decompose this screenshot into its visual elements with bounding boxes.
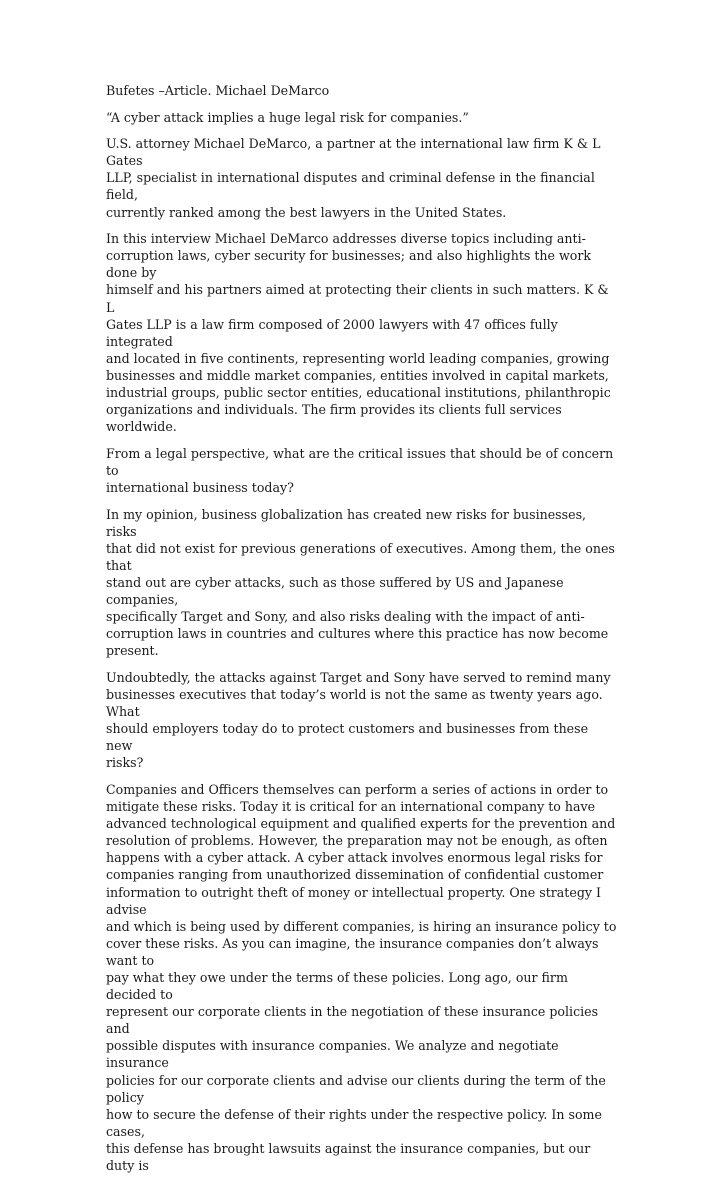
question-protect-customers: Undoubtedly, the attacks against Target and Sony have served to remind many businesses executives that today’s world is not the same as twenty years ago. What should employers today do to protect customers and businesses from these new risks? xyxy=(106,669,611,771)
document-page xyxy=(106,82,618,1184)
pull-quote: “A cyber attack implies a huge legal risk for companies.” xyxy=(106,109,469,125)
paragraph-firm-description: In this interview Michael DeMarco addresses diverse topics including anti- corruption laws, cyber security for businesses; and also highlights the work done by himself and his partners aimed at protecting their clients in such matters. K & L Gates LLP is a law firm composed of 2000 lawyers with 47 offices fully integrated and located in five continents, representing world leading companies, growing businesses and middle market companies, entities involved in capital markets, industrial groups, public sector entities, educational institutions, philanthropic organizations and individuals. The firm provides its clients full services worldwide. xyxy=(106,231,611,435)
answer-mitigation-insurance: Companies and Officers themselves can perform a series of actions in order to mitigate these risks. Today it is critical for an international company to have advanced technological equipment and qualified experts for the prevention and resolution of problems. However, the preparation may not be enough, as often happens with a cyber attack. A cyber attack involves enormous legal risks for companies ranging from unauthorized dissemination of confidential customer information to outright theft of money or intellectual property. One strategy I advise and which is being used by different companies, is hiring an insurance policy to cover these risks. As you can imagine, the insurance companies don’t always want to pay what they owe under the terms of these policies. Long ago, our firm decided to represent our corporate clients in the negotiation of these insurance policies and possible disputes with insurance companies. We analyze and negotiate insurance policies for our corporate clients and advise our clients during the term of the policy how to secure the defense of their rights under the respective policy. In some cases, this defense has brought lawsuits against the insurance companies, but our duty is xyxy=(106,781,617,1174)
paragraph-intro: U.S. attorney Michael DeMarco, a partner at the international law firm K & L Gates LLP, specialist in international disputes and criminal defense in the financial field, currently ranked among the best lawyers in the United States. xyxy=(106,136,601,220)
answer-globalization-risks: In my opinion, business globalization has created new risks for businesses, risks that did not exist for previous generations of executives. Among them, the ones that stand out are cyber attacks, such as those suffered by US and Japanese companies, specifically Target and Sony, and also risks dealing with the impact of anti- corruption laws in countries and cultures where this practice has now become present. xyxy=(106,506,615,659)
question-critical-issues: From a legal perspective, what are the critical issues that should be of concern to international business today? xyxy=(106,445,614,495)
document-heading: Bufetes –Article. Michael DeMarco xyxy=(106,83,330,98)
